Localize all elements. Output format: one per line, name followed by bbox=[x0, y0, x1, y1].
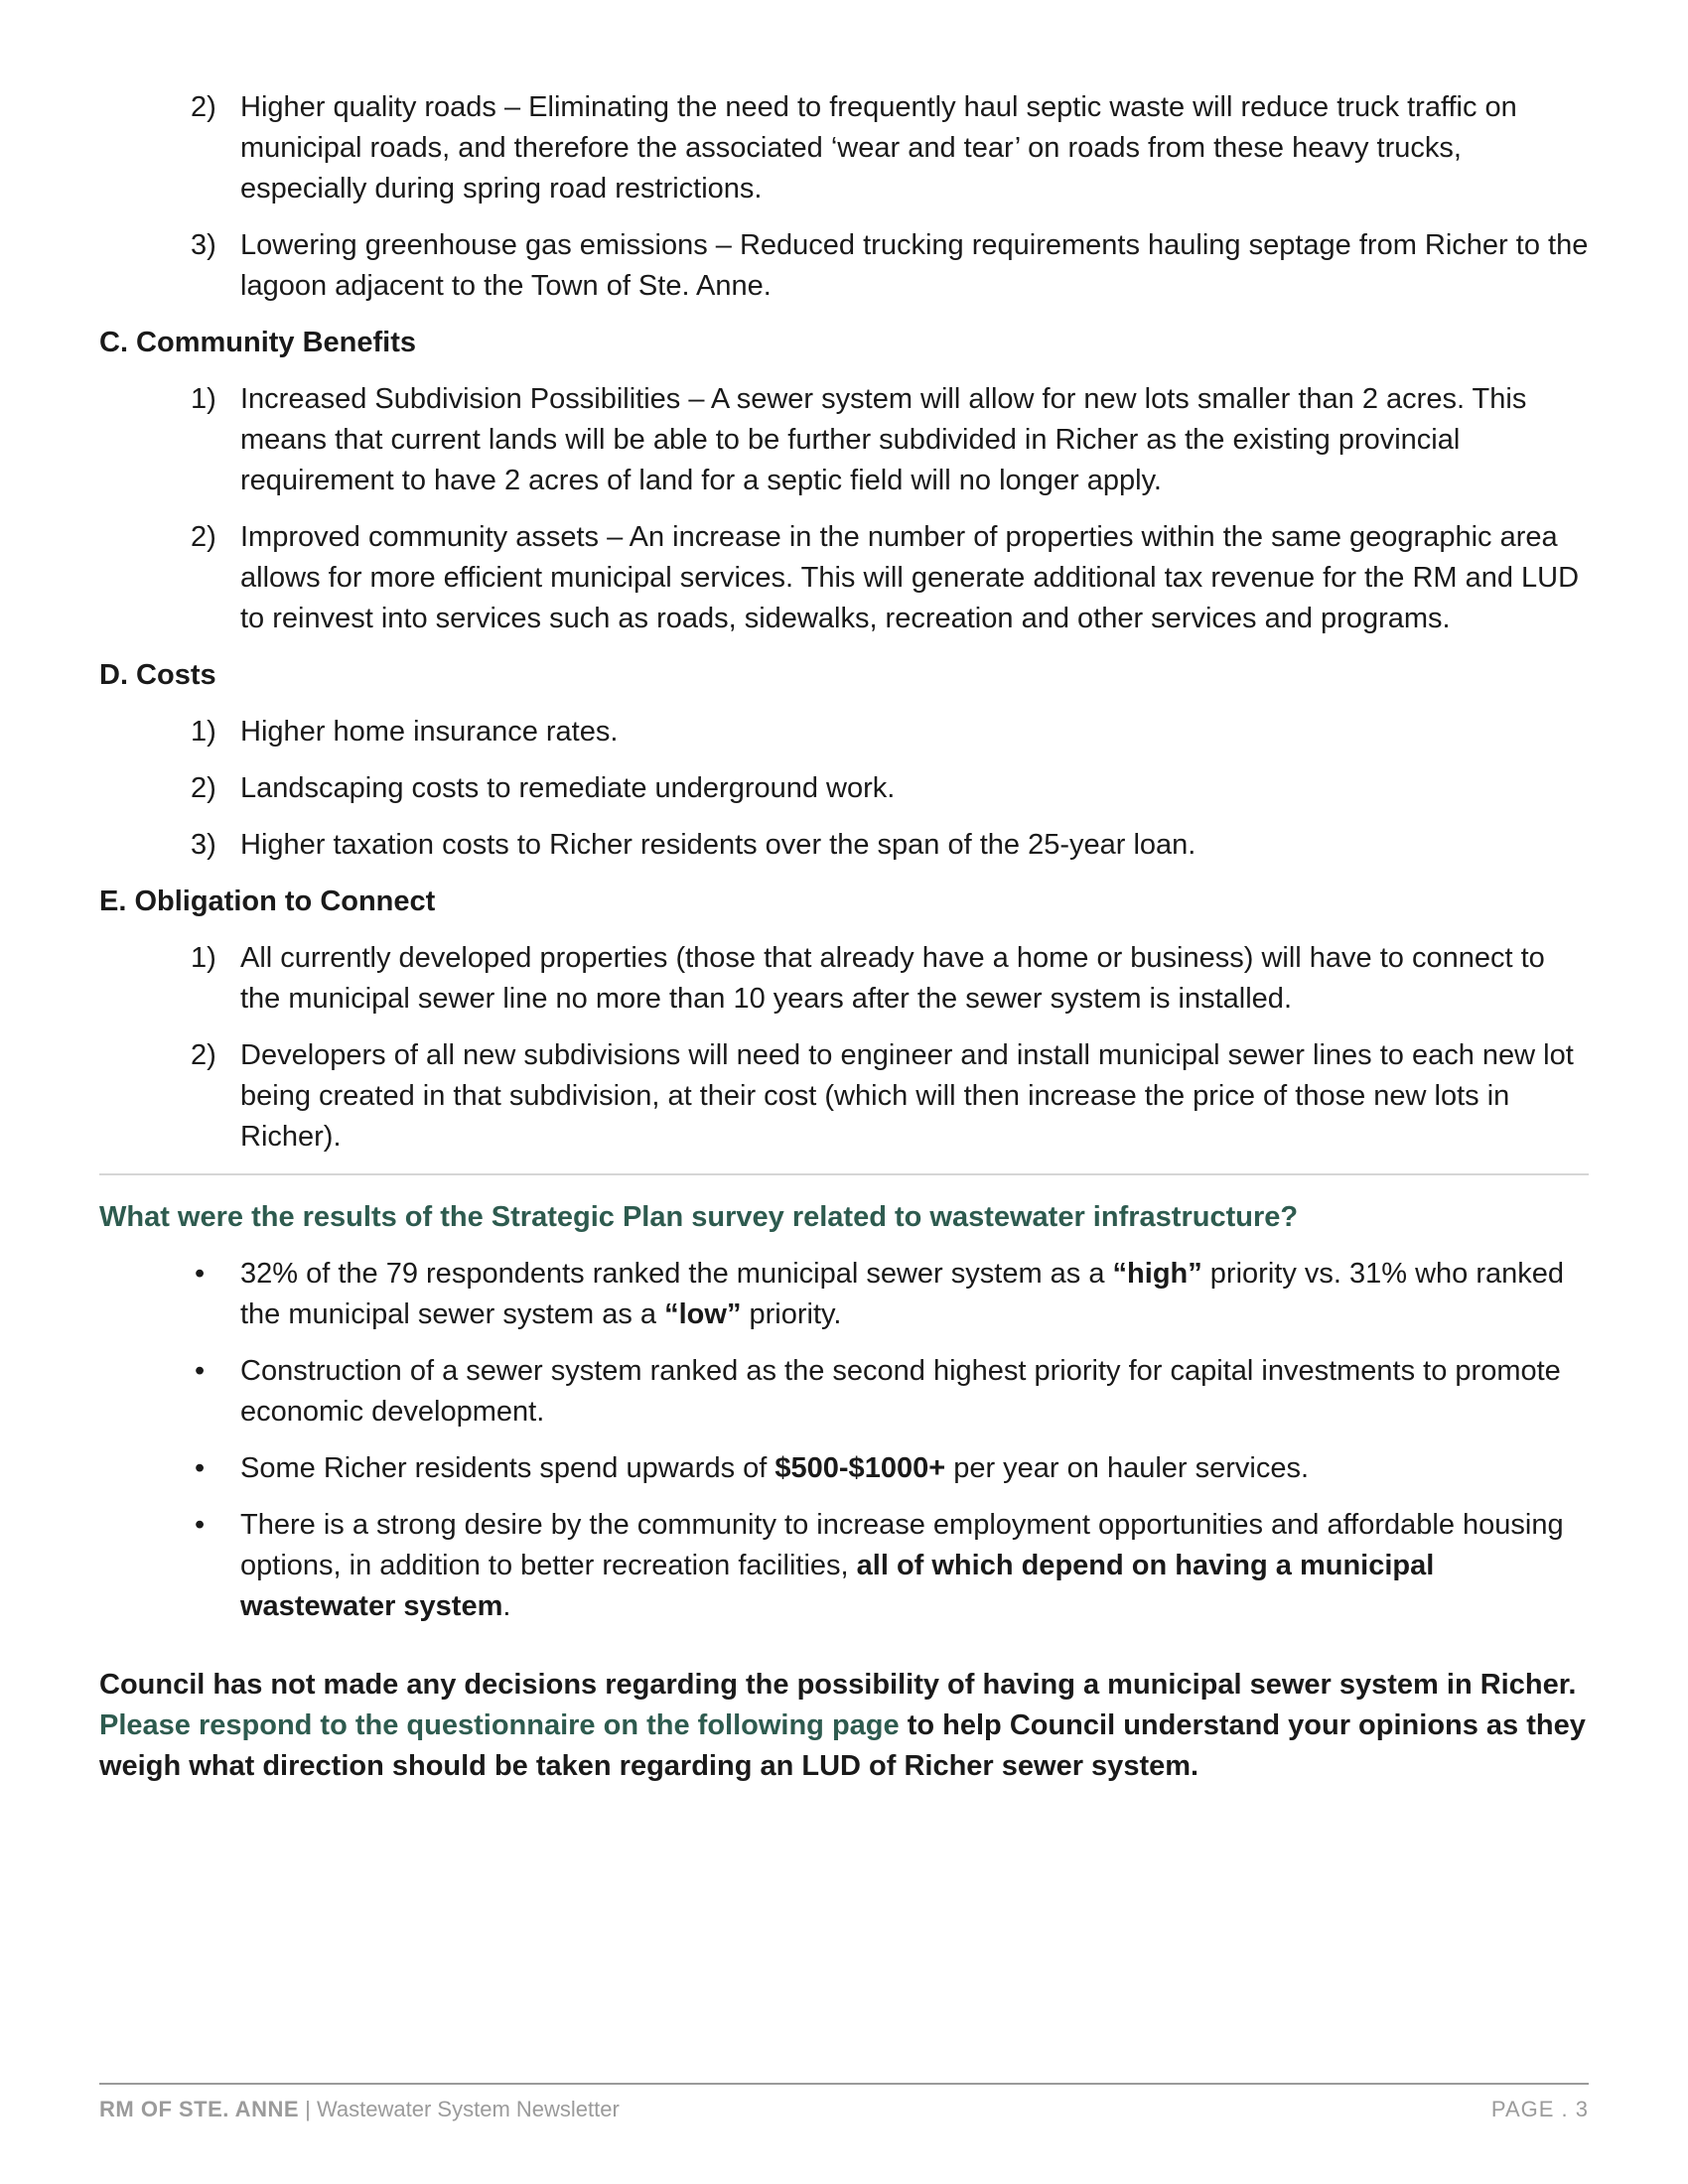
list-item-text: Lowering greenhouse gas emissions – Reduced trucking requirements hauling septage from Richer to the lagoon adjacent to the Town of Ste. Anne. bbox=[240, 229, 1589, 302]
bullet-icon: • bbox=[195, 1258, 206, 1290]
list-item: 3) Higher taxation costs to Richer residents over the span of the 25-year loan. bbox=[191, 829, 1196, 861]
survey-question-heading: What were the results of the Strategic Plan survey related to wastewater infrastructure? bbox=[99, 1201, 1299, 1233]
emphasis-dependency: all of which depend on having a municipal wastewater system bbox=[240, 1550, 1435, 1622]
list-item: 2) Higher quality roads – Eliminating the need to frequently haul septic waste will reduce truck traffic on municipal roads, and therefore the associated ‘wear and tear’ on roads from these heavy trucks, especially during spring road restrictions. bbox=[191, 91, 1517, 205]
list-item: 2) Landscaping costs to remediate underground work. bbox=[191, 772, 896, 804]
bullet-icon: • bbox=[195, 1509, 206, 1541]
page-number: PAGE . 3 bbox=[1490, 2097, 1589, 2121]
bullet-icon: • bbox=[195, 1452, 206, 1484]
list-item: 2) Developers of all new subdivisions will need to engineer and install municipal sewer lines to each new lot being created in that subdivision, at their cost (which will then increase the price of those new lots in Richer). bbox=[191, 1039, 1574, 1153]
list-item: 1) Higher home insurance rates. bbox=[191, 716, 619, 748]
section-b-list bbox=[99, 87, 1589, 307]
list-item: • There is a strong desire by the community to increase employment opportunities and affordable housing options, in addition to better recreation facilities, all of which depend on having a municipal wastewater system. bbox=[99, 1505, 1589, 1627]
emphasis-low: “low” bbox=[664, 1298, 742, 1330]
list-item-text: Landscaping costs to remediate underground work. bbox=[240, 772, 896, 804]
list-item-text: Developers of all new subdivisions will need to engineer and install municipal sewer lines to each new lot being created in that subdivision, at their cost (which will then increase the price of those new lots in Richer). bbox=[240, 1039, 1574, 1153]
closing-paragraph: Council has not made any decisions regarding the possibility of having a municipal sewer system in Richer. Please respond to the questionnaire on the following page to help Council understand your opinions as they weigh what direction should be taken regarding an LUD of Richer sewer system. bbox=[99, 1669, 1586, 1782]
emphasis-cost: $500-$1000+ bbox=[774, 1452, 946, 1484]
list-item: • Construction of a sewer system ranked as the second highest priority for capital investments to promote economic development. bbox=[99, 1351, 1589, 1433]
questionnaire-link[interactable]: Please respond to the questionnaire on the following page bbox=[99, 1709, 900, 1741]
list-item: • 32% of the 79 respondents ranked the municipal sewer system as a “high” priority vs. 31% who ranked the municipal sewer system as a “low” priority. bbox=[99, 1254, 1589, 1335]
list-item-text: Improved community assets – An increase in the number of properties within the same geographic area allows for more efficient municipal services. This will generate additional tax revenue for the RM and LUD to reinvest into services such as roads, sidewalks, recreation and other services and programs. bbox=[240, 521, 1580, 634]
page-footer bbox=[99, 2083, 1589, 2122]
section-divider bbox=[99, 1173, 1589, 1175]
section-heading-costs: D. Costs bbox=[99, 659, 216, 691]
section-d-list bbox=[99, 712, 1589, 866]
list-item-text: Higher taxation costs to Richer residents over the span of the 25-year loan. bbox=[240, 829, 1196, 861]
section-e-list bbox=[99, 938, 1589, 1158]
list-item-text: Higher quality roads – Eliminating the need to frequently haul septic waste will reduce truck traffic on municipal roads, and therefore the associated ‘wear and tear’ on roads from these heavy trucks, especially during spring road restrictions. bbox=[240, 91, 1517, 205]
footer-organization: RM OF STE. ANNE bbox=[99, 2097, 300, 2121]
list-item: • Some Richer residents spend upwards of $500-$1000+ per year on hauler services. bbox=[99, 1448, 1589, 1489]
section-heading-obligation: E. Obligation to Connect bbox=[99, 886, 436, 917]
list-item: 1) All currently developed properties (those that already have a home or business) will have to connect to the municipal sewer line no more than 10 years after the sewer system is installed. bbox=[191, 942, 1545, 1015]
emphasis-high: “high” bbox=[1112, 1258, 1202, 1290]
list-item-text: Higher home insurance rates. bbox=[240, 716, 619, 748]
newsletter-page bbox=[99, 87, 1589, 1787]
section-heading-community-benefits: C. Community Benefits bbox=[99, 327, 417, 358]
survey-results-list bbox=[99, 1254, 1589, 1627]
list-item: 3) Lowering greenhouse gas emissions – Reduced trucking requirements hauling septage from Richer to the lagoon adjacent to the Town of Ste. Anne. bbox=[191, 229, 1589, 302]
list-item: 2) Improved community assets – An increase in the number of properties within the same geographic area allows for more efficient municipal services. This will generate additional tax revenue for the RM and LUD to reinvest into services such as roads, sidewalks, recreation and other services and programs. bbox=[191, 521, 1580, 634]
footer-separator: | bbox=[299, 2097, 317, 2121]
section-c-list bbox=[99, 379, 1589, 639]
bullet-icon: • bbox=[195, 1355, 206, 1387]
list-item-text: Increased Subdivision Possibilities – A sewer system will allow for new lots smaller than 2 acres. This means that current lands will be able to be further subdivided in Richer as the existing provincial requirement to have 2 acres of land for a septic field will no longer apply. bbox=[240, 383, 1527, 496]
list-item-text: All currently developed properties (those that already have a home or business) will have to connect to the municipal sewer line no more than 10 years after the sewer system is installed. bbox=[240, 942, 1545, 1015]
list-item: 1) Increased Subdivision Possibilities – A sewer system will allow for new lots smaller than 2 acres. This means that current lands will be able to be further subdivided in Richer as the existing provincial requirement to have 2 acres of land for a septic field will no longer apply. bbox=[191, 383, 1527, 496]
footer-newsletter-title: Wastewater System Newsletter bbox=[316, 2097, 620, 2121]
